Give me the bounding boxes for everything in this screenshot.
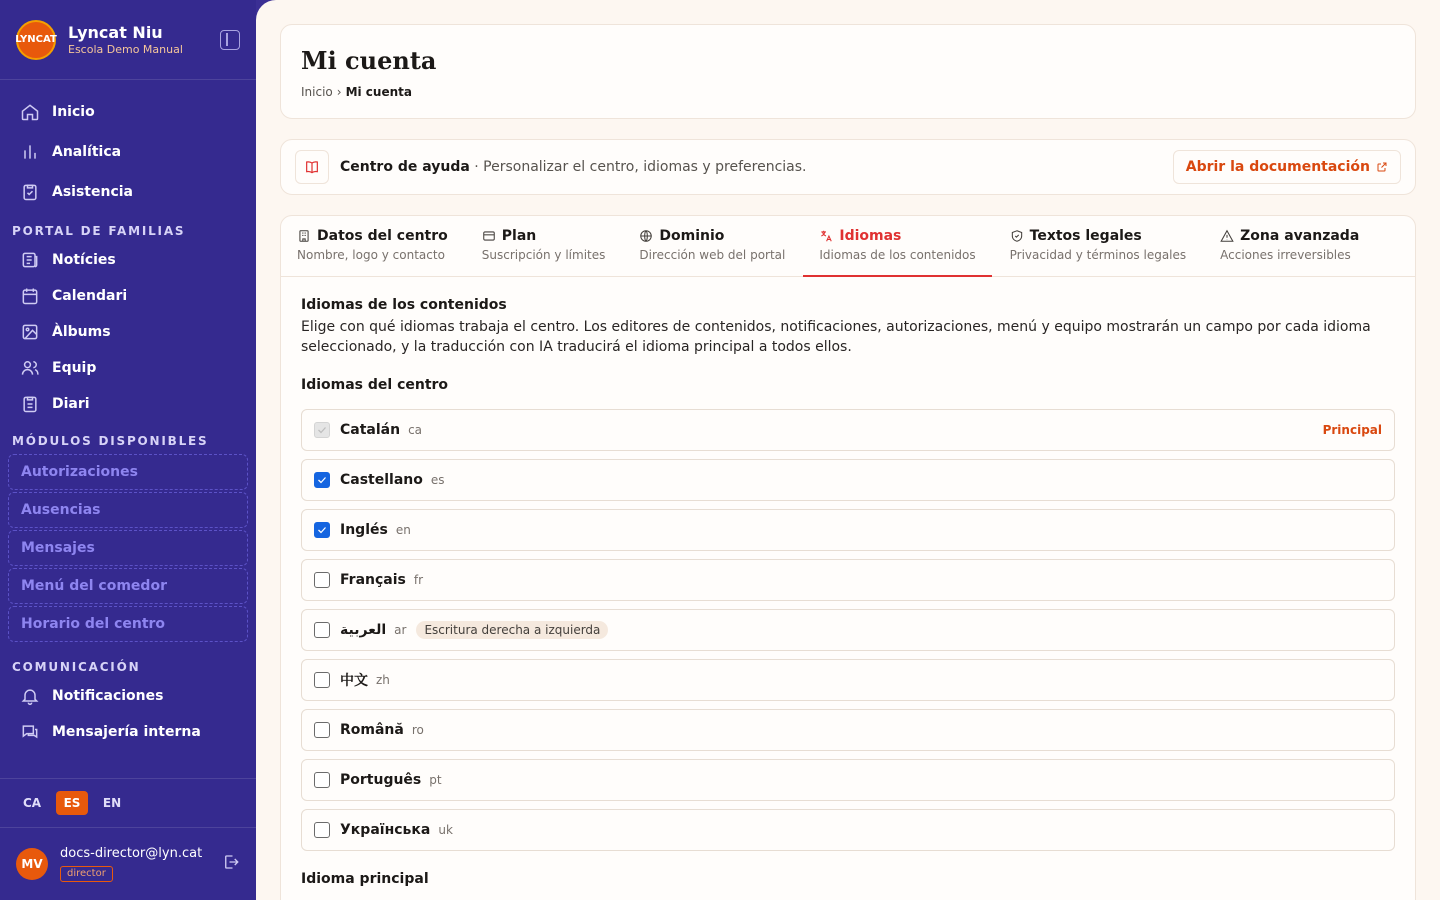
language-checkbox-ca <box>314 422 330 438</box>
language-code: ro <box>411 723 424 737</box>
families-section-label: PORTAL DE FAMILIAS <box>12 224 186 238</box>
help-title: Centro de ayuda <box>340 159 470 175</box>
sidebar-item-mensajeria-interna[interactable] <box>8 716 248 748</box>
language-name: العربية <box>340 622 387 638</box>
language-checkbox-uk[interactable] <box>314 822 330 838</box>
help-description: · Personalizar el centro, idiomas y preferencias. <box>469 159 807 175</box>
sidebar-item-label: Notificaciones <box>52 688 164 704</box>
module-ausencias[interactable]: Ausencias <box>8 492 248 528</box>
calendar-icon <box>20 286 40 306</box>
tab-title <box>639 228 785 244</box>
tab-subtitle: Acciones irreversibles <box>1220 248 1351 262</box>
language-code: es <box>430 473 445 487</box>
tab-datos-centro[interactable] <box>297 216 464 276</box>
sidebar-item-equip[interactable] <box>8 352 248 384</box>
language-row-es[interactable] <box>301 459 1395 501</box>
language-name: 中文 <box>340 673 368 689</box>
sidebar <box>0 0 256 900</box>
principal-language-label: Idioma principal <box>301 871 429 887</box>
language-checkbox-ro[interactable] <box>314 722 330 738</box>
language-code: uk <box>438 823 453 837</box>
sidebar-item-albums[interactable] <box>8 316 248 348</box>
language-list <box>301 409 1395 851</box>
tab-label: Zona avanzada <box>1240 228 1360 244</box>
language-name: Catalán <box>340 422 401 438</box>
sidebar-item-label: Mensajería interna <box>52 724 201 740</box>
language-row-en[interactable] <box>301 509 1395 551</box>
language-code: pt <box>429 773 442 787</box>
language-name: Română <box>340 722 404 738</box>
tab-title <box>482 228 606 244</box>
lang-button-es[interactable]: ES <box>56 791 88 815</box>
book-icon <box>295 150 329 184</box>
tab-dominio[interactable] <box>639 216 801 276</box>
image-icon <box>20 322 40 342</box>
settings-card <box>280 215 1416 900</box>
section-title: Idiomas de los contenidos <box>301 297 507 313</box>
lang-button-en[interactable]: EN <box>102 796 122 810</box>
module-menu-comedor[interactable]: Menú del comedor <box>8 568 248 604</box>
language-code: en <box>395 523 411 537</box>
breadcrumb <box>301 85 1395 99</box>
language-name: Français <box>340 572 406 588</box>
sidebar-item-label: Inicio <box>52 104 95 120</box>
lyncat-logo: LYNCAT <box>16 20 56 60</box>
sidebar-item-label: Notícies <box>52 252 116 268</box>
language-checkbox-fr[interactable] <box>314 572 330 588</box>
primary-tag: Principal <box>1322 423 1382 437</box>
sidebar-item-calendari[interactable] <box>8 280 248 312</box>
language-checkbox-zh[interactable] <box>314 672 330 688</box>
user-email: docs-director@lyn.cat <box>60 846 203 861</box>
open-docs-label: Abrir la documentación <box>1185 159 1370 175</box>
sidebar-item-label: Àlbums <box>52 324 111 340</box>
sidebar-collapse-icon[interactable] <box>220 30 240 50</box>
language-name: Castellano <box>340 472 423 488</box>
language-checkbox-ar[interactable] <box>314 622 330 638</box>
breadcrumb-separator: › <box>336 85 342 99</box>
tab-label: Dominio <box>659 228 725 244</box>
brand-name: Lyncat Niu <box>68 23 163 42</box>
tab-textos-legales[interactable] <box>1010 216 1203 276</box>
clipboard-check-icon <box>20 182 40 202</box>
tab-subtitle: Idiomas de los contenidos <box>819 248 976 262</box>
settings-tabs <box>281 216 1415 277</box>
tab-subtitle: Suscripción y límites <box>481 248 606 262</box>
language-name: Inglés <box>340 522 388 538</box>
users-icon <box>20 358 40 378</box>
page-header <box>280 24 1416 119</box>
sidebar-item-notificaciones[interactable] <box>8 680 248 712</box>
language-code: zh <box>376 673 390 687</box>
credit-card-icon <box>482 229 496 243</box>
sidebar-item-analitica[interactable] <box>8 134 248 170</box>
tab-subtitle: Dirección web del portal <box>639 248 786 262</box>
page-title: Mi cuenta <box>301 46 437 75</box>
bell-icon <box>20 686 40 706</box>
sidebar-item-label: Analítica <box>52 144 122 160</box>
sidebar-item-diari[interactable] <box>8 388 248 420</box>
rtl-badge: Escritura derecha a izquierda <box>416 621 608 639</box>
breadcrumb-current: Mi cuenta <box>345 85 412 99</box>
sidebar-item-label: Diari <box>52 396 90 412</box>
tab-plan[interactable] <box>482 216 622 276</box>
brand-subtitle: Escola Demo Manual <box>68 43 183 56</box>
lang-button-ca[interactable]: CA <box>22 796 42 810</box>
section-description: Elige con qué idiomas trabaja el centro. Los editores de contenidos, notificaciones, autorizaciones, menú y equipo mostrarán un campo por cada idioma seleccionado, y la traducción con IA traducirá el idioma principal a todos ellos. <box>301 319 1371 355</box>
shield-icon <box>1010 229 1024 243</box>
language-row-ar[interactable] <box>301 609 1395 651</box>
clipboard-icon <box>20 394 40 414</box>
open-docs-button[interactable] <box>1173 150 1401 184</box>
tab-subtitle: Nombre, logo y contacto <box>297 248 445 262</box>
sidebar-nav <box>0 80 256 748</box>
languages-panel <box>281 277 1415 900</box>
user-panel <box>0 828 256 900</box>
ui-language-switcher <box>0 778 256 828</box>
help-text <box>340 159 1173 175</box>
tab-title <box>297 228 448 244</box>
brand-text <box>68 23 220 56</box>
language-row-pt[interactable] <box>301 759 1395 801</box>
tab-label: Idiomas <box>839 228 902 244</box>
language-code: fr <box>413 573 424 587</box>
newspaper-icon <box>20 250 40 270</box>
external-link-icon <box>1376 161 1388 173</box>
sidebar-item-label: Equip <box>52 360 97 376</box>
user-info <box>60 846 222 882</box>
module-autorizaciones[interactable]: Autorizaciones <box>8 454 248 490</box>
sidebar-item-asistencia[interactable] <box>8 174 248 210</box>
language-row-ca <box>301 409 1395 451</box>
language-name: Українська <box>340 822 431 838</box>
module-horario-centro[interactable]: Horario del centro <box>8 606 248 642</box>
language-checkbox-es[interactable] <box>314 472 330 488</box>
tab-label: Textos legales <box>1029 228 1142 244</box>
language-code: ar <box>394 623 407 637</box>
translate-icon <box>819 229 833 243</box>
tab-zona-avanzada[interactable] <box>1220 216 1375 276</box>
tab-title <box>1010 228 1187 244</box>
language-row-ro[interactable] <box>301 709 1395 751</box>
language-checkbox-en[interactable] <box>314 522 330 538</box>
breadcrumb-home[interactable]: Inicio <box>301 85 333 99</box>
messages-icon <box>20 722 40 742</box>
languages-label: Idiomas del centro <box>301 377 449 393</box>
language-row-uk[interactable] <box>301 809 1395 851</box>
sidebar-item-inicio[interactable] <box>8 94 248 130</box>
module-mensajes[interactable]: Mensajes <box>8 530 248 566</box>
home-icon <box>20 102 40 122</box>
sidebar-item-label: Asistencia <box>52 184 133 200</box>
language-code: ca <box>408 423 423 437</box>
globe-icon <box>639 229 653 243</box>
building-icon <box>297 229 311 243</box>
help-banner <box>280 139 1416 195</box>
brand <box>0 0 256 80</box>
main-content <box>256 0 1440 900</box>
language-row-fr[interactable] <box>301 559 1395 601</box>
tab-label: Plan <box>501 228 537 244</box>
chart-icon <box>20 142 40 162</box>
tab-subtitle: Privacidad y términos legales <box>1009 248 1187 262</box>
role-badge: director <box>60 866 113 882</box>
avatar[interactable]: MV <box>16 848 48 880</box>
modules-section-label: MÓDULOS DISPONIBLES <box>12 434 209 448</box>
tab-label: Datos del centro <box>317 228 448 244</box>
language-name: Português <box>340 772 422 788</box>
communication-section-label: COMUNICACIÓN <box>12 660 141 674</box>
tab-title <box>819 228 975 244</box>
language-row-zh[interactable] <box>301 659 1395 701</box>
tab-title <box>1220 228 1359 244</box>
sidebar-item-label: Calendari <box>52 288 128 304</box>
tab-idiomas[interactable] <box>819 216 991 276</box>
sidebar-item-noticies[interactable] <box>8 244 248 276</box>
language-checkbox-pt[interactable] <box>314 772 330 788</box>
warning-icon <box>1220 229 1234 243</box>
logout-icon[interactable] <box>222 853 240 875</box>
